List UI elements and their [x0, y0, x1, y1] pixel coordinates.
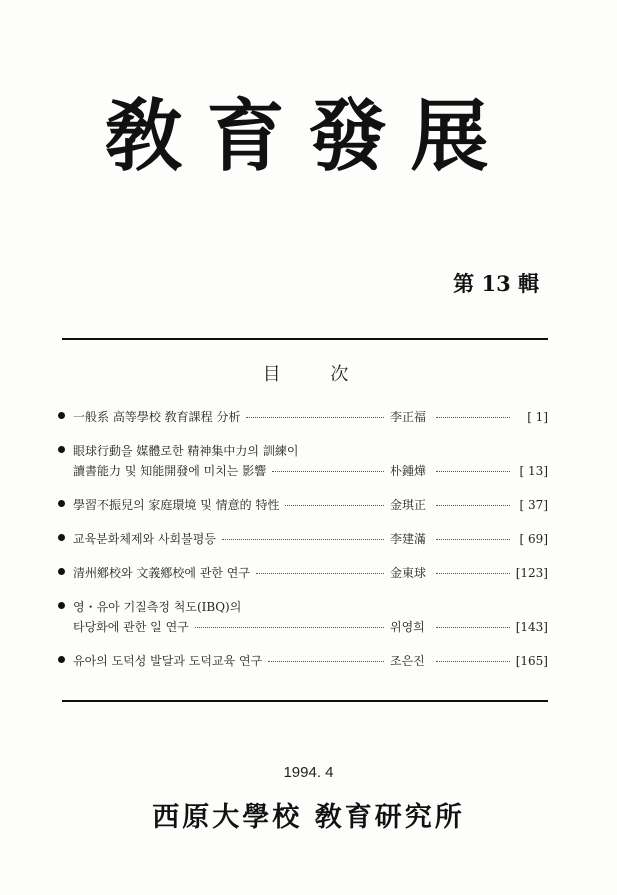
toc-entry [58, 530, 548, 550]
toc-heading: 目 次 [262, 364, 371, 385]
article-title: 清州鄕校와 文義鄕校에 관한 연구 [73, 566, 250, 580]
publication-date: 1994. 4 [283, 764, 334, 781]
dot-leader [268, 661, 384, 662]
toc-entry [58, 408, 548, 428]
article-page: [ 13] [519, 464, 548, 478]
bullet-icon [58, 412, 65, 419]
toc-entry [58, 598, 548, 638]
dot-leader [272, 471, 384, 472]
article-title: 學習不振兒의 家庭環境 및 情意的 特性 [73, 498, 280, 512]
article-page: [ 69] [519, 532, 548, 546]
dot-leader [436, 539, 510, 540]
toc-entry [58, 496, 548, 516]
dot-leader [256, 573, 384, 574]
bullet-icon [58, 656, 65, 663]
article-author: 조은진 [390, 654, 425, 668]
article-title: 교육분화체제와 사회불평등 [73, 532, 216, 546]
article-page: [165] [515, 654, 548, 668]
toc-entry [58, 652, 548, 672]
article-page: [ 37] [519, 498, 548, 512]
journal-title: 敎育發展 [104, 91, 513, 182]
publisher-name: 西原大學校 敎育研究所 [152, 802, 465, 833]
article-author: 朴鍾燁 [390, 464, 427, 478]
bullet-icon [58, 446, 65, 453]
article-title: 영・유아 기질측정 척도(IBQ)의 [73, 600, 242, 614]
top-rule [62, 338, 548, 340]
dot-leader [436, 661, 510, 662]
dot-leader [195, 627, 384, 628]
volume-number: 第 13 輯 [453, 271, 539, 296]
article-author: 李建滿 [390, 532, 427, 546]
dot-leader [246, 417, 384, 418]
table-of-contents [58, 408, 548, 686]
bullet-icon [58, 602, 65, 609]
bullet-icon [58, 568, 65, 575]
dot-leader [222, 539, 384, 540]
article-page: [ 1] [527, 410, 548, 424]
bullet-icon [58, 534, 65, 541]
dot-leader [285, 505, 384, 506]
dot-leader [436, 573, 510, 574]
article-title: 유아의 도덕성 발달과 도덕교육 연구 [73, 654, 263, 668]
article-author: 金東球 [390, 566, 427, 580]
article-page: [123] [515, 566, 548, 580]
bullet-icon [58, 500, 65, 507]
article-title-continued: 타당화에 관한 일 연구 [73, 620, 189, 634]
toc-entry [58, 564, 548, 584]
article-page: [143] [515, 620, 548, 634]
article-author: 金琪正 [390, 498, 427, 512]
article-title-continued: 讀書能力 및 知能開發에 미치는 影響 [73, 464, 267, 478]
article-title: 一般系 高等學校 敎育課程 分析 [73, 410, 241, 424]
dot-leader [436, 417, 510, 418]
article-title: 眼球行動을 媒體로한 精神集中力의 訓練이 [73, 444, 299, 458]
bottom-rule [62, 700, 548, 702]
article-author: 李正福 [390, 410, 427, 424]
article-author: 위영희 [390, 620, 425, 634]
toc-entry [58, 442, 548, 482]
dot-leader [436, 471, 510, 472]
dot-leader [436, 505, 510, 506]
dot-leader [436, 627, 510, 628]
